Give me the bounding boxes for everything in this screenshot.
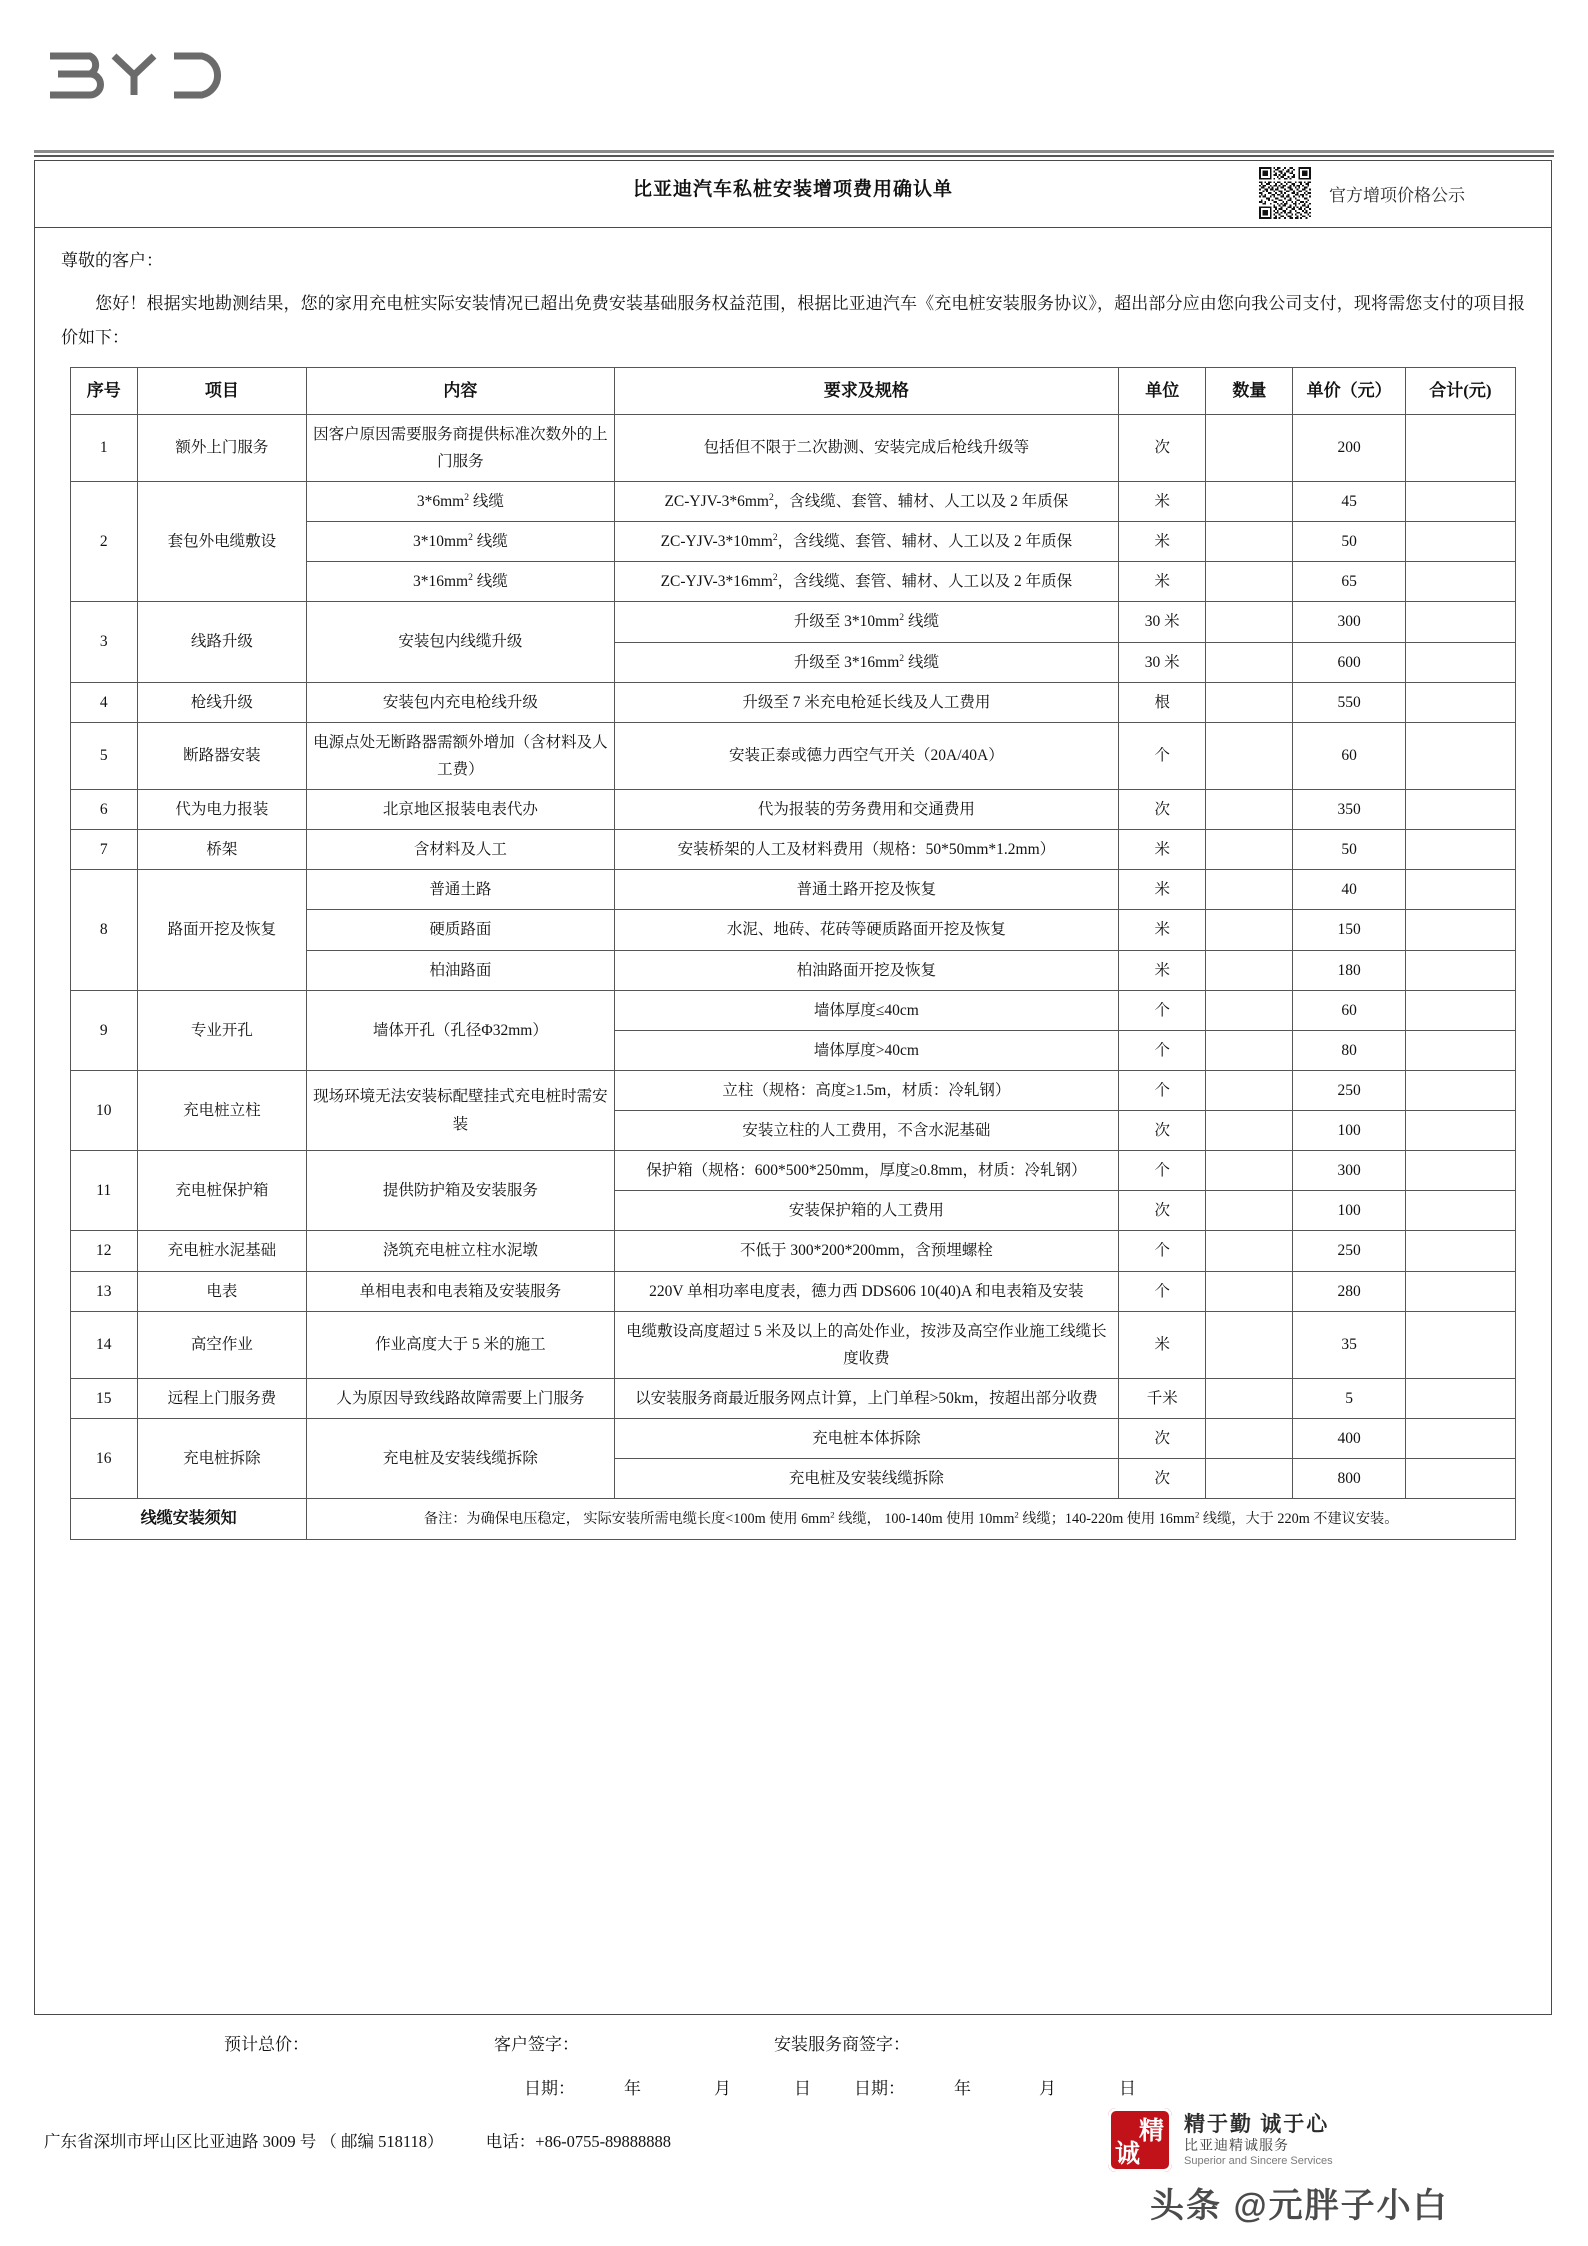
cell-spec: 220V 单相功率电度表，德力西 DDS606 10(40)A 和电表箱及安装 [614,1271,1119,1311]
cell-total[interactable] [1405,1030,1515,1070]
cell-spec: 不低于 300*200*200mm，含预埋螺栓 [614,1231,1119,1271]
cell-spec: 电缆敷设高度超过 5 米及以上的高处作业，按涉及高空作业施工线缆长度收费 [614,1311,1119,1378]
intro-paragraph-text: 您好！根据实地勘测结果，您的家用充电桩实际安装情况已超出免费安装基础服务权益范围，根据比亚迪汽车《充电桩安装服务协议》，超出部分应由您向我公司支付，现将需您支付的项目报价如下： [61,294,1525,347]
table-row [71,1151,1516,1191]
col-no: 序号 [71,368,138,415]
table-row [71,790,1516,830]
cell-item: 桥架 [137,830,307,870]
cell-price: 180 [1293,950,1405,990]
cell-qty[interactable] [1206,562,1293,602]
col-spec: 要求及规格 [614,368,1119,415]
cell-unit: 个 [1119,722,1206,789]
footer-address: 广东省深圳市坪山区比亚迪路 3009 号 （ 邮编 518118） [44,2132,444,2151]
cell-total[interactable] [1405,1419,1515,1459]
cell-spec: 包括但不限于二次勘测、安装完成后枪线升级等 [614,414,1119,481]
cell-item: 套包外电缆敷设 [137,482,307,602]
cell-total[interactable] [1405,562,1515,602]
cell-unit: 米 [1119,830,1206,870]
cell-unit: 次 [1119,1111,1206,1151]
cell-item: 线路升级 [137,602,307,682]
cell-price: 100 [1293,1111,1405,1151]
table-row [71,1271,1516,1311]
cell-qty[interactable] [1206,522,1293,562]
cell-total[interactable] [1405,1111,1515,1151]
col-unit: 单位 [1119,368,1206,415]
table-header-row [71,368,1516,415]
table-row [71,1378,1516,1418]
header-divider [34,150,1554,157]
cell-item: 高空作业 [137,1311,307,1378]
cell-item: 电表 [137,1271,307,1311]
cell-total[interactable] [1405,790,1515,830]
cell-qty[interactable] [1206,790,1293,830]
cell-price: 50 [1293,522,1405,562]
cell-total[interactable] [1405,830,1515,870]
cell-item: 专业开孔 [137,990,307,1070]
footer-phone: 电话：+86-0755-89888888 [485,2132,672,2151]
cell-qty[interactable] [1206,722,1293,789]
byd-logo-icon [44,50,234,102]
price-table [70,367,1516,1540]
cell-item: 充电桩保护箱 [137,1151,307,1231]
cell-price: 550 [1293,682,1405,722]
cell-total[interactable] [1405,414,1515,481]
cell-price: 250 [1293,1231,1405,1271]
cell-no: 11 [71,1151,138,1231]
cell-content: $3*16mm^2$ 线缆 [307,562,614,602]
cell-unit: 米 [1119,870,1206,910]
customer-date-label: 日期： [524,2079,575,2098]
cell-unit: 米 [1119,522,1206,562]
qr-label: 官方增项价格公示 [1329,185,1465,205]
cell-qty[interactable] [1206,990,1293,1030]
seal-char-jing: 精 [1138,2118,1164,2145]
cell-unit: 个 [1119,1271,1206,1311]
cell-spec: $ZC-YJV-3*16mm^2$，含线缆、套管、辅材、人工以及 2 年质保 [614,562,1119,602]
cell-spec: 安装正泰或德力西空气开关（20A/40A） [614,722,1119,789]
cell-qty[interactable] [1206,1378,1293,1418]
cell-total[interactable] [1405,950,1515,990]
cell-total[interactable] [1405,722,1515,789]
cell-no: 12 [71,1231,138,1271]
cell-price: 45 [1293,482,1405,522]
page-title: 比亚迪汽车私桩安装增项费用确认单 [632,179,953,200]
cable-notice-text: 备注：为确保电压稳定， 实际安装所需电缆长度<100m 使用 $6mm^2$ 线缆， 100-140m 使用 $10mm^2$ 线缆；140-220m 使用 $16mm^2$ 线缆，大于 220m 不建议安装。 [307,1499,1516,1540]
signature-block [34,2030,1552,2118]
cell-qty[interactable] [1206,870,1293,910]
table-row [71,1311,1516,1378]
document-header [35,161,1551,228]
cell-no: 7 [71,830,138,870]
cell-spec: 升级至 $3*10mm^2$ 线缆 [614,602,1119,642]
cell-content: 作业高度大于 5 米的施工 [307,1311,614,1378]
cell-unit: 千米 [1119,1378,1206,1418]
cell-content: 充电桩及安装线缆拆除 [307,1419,614,1499]
table-row [71,602,1516,642]
cell-content: $3*10mm^2$ 线缆 [307,522,614,562]
seal-char-cheng: 诚 [1115,2141,1141,2168]
cell-content: 安装包内线缆升级 [307,602,614,682]
cell-no: 1 [71,414,138,481]
cell-unit: 30 米 [1119,602,1206,642]
cell-item: 充电桩水泥基础 [137,1231,307,1271]
cell-qty[interactable] [1206,1271,1293,1311]
cell-spec: 水泥、地砖、花砖等硬质路面开挖及恢复 [614,910,1119,950]
cell-qty[interactable] [1206,482,1293,522]
cell-unit: 次 [1119,414,1206,481]
cell-total[interactable] [1405,1311,1515,1378]
intro-paragraph [61,287,1525,355]
cell-price: 300 [1293,602,1405,642]
cell-spec: 升级至 $3*16mm^2$ 线缆 [614,642,1119,682]
table-row [71,682,1516,722]
cell-price: 400 [1293,1419,1405,1459]
cell-total[interactable] [1405,1378,1515,1418]
cell-no: 14 [71,1311,138,1378]
col-qty: 数量 [1206,368,1293,415]
table-row [71,1070,1516,1110]
cell-price: 80 [1293,1030,1405,1070]
cell-content: 柏油路面 [307,950,614,990]
cell-spec: 立柱（规格：高度≥1.5m，材质：冷轧钢） [614,1070,1119,1110]
footer-contact [44,2128,671,2152]
cell-price: 60 [1293,722,1405,789]
cell-price: 250 [1293,1070,1405,1110]
cell-price: 600 [1293,642,1405,682]
cell-qty[interactable] [1206,1191,1293,1231]
cell-price: 5 [1293,1378,1405,1418]
cell-item: 额外上门服务 [137,414,307,481]
cell-content: 因客户原因需要服务商提供标准次数外的上门服务 [307,414,614,481]
cell-price: 280 [1293,1271,1405,1311]
cell-unit: 次 [1119,790,1206,830]
service-slogan [1184,2111,1333,2169]
cell-spec: 以安装服务商最近服务网点计算，上门单程>50km，按超出部分收费 [614,1378,1119,1418]
cell-price: 50 [1293,830,1405,870]
cable-notice-label: 线缆安装须知 [71,1499,307,1540]
table-body [71,414,1516,1540]
cell-item: 路面开挖及恢复 [137,870,307,990]
cell-no: 10 [71,1070,138,1150]
cell-no: 6 [71,790,138,830]
cell-total[interactable] [1405,522,1515,562]
table-row [71,830,1516,870]
cell-qty[interactable] [1206,642,1293,682]
cell-price: 35 [1293,1311,1405,1378]
cell-unit: 个 [1119,990,1206,1030]
cable-notice-row [71,1499,1516,1540]
installer-date-label: 日期： [854,2079,905,2098]
cell-price: 150 [1293,910,1405,950]
cell-total[interactable] [1405,482,1515,522]
slogan-line-3: Superior and Sincere Services [1184,2155,1333,2167]
cell-content: 电源点处无断路器需额外增加（含材料及人工费） [307,722,614,789]
cell-content: 墙体开孔（孔径Φ32mm） [307,990,614,1070]
cell-unit: 米 [1119,950,1206,990]
cell-unit: 次 [1119,1191,1206,1231]
installer-sign-label: 安装服务商签字： [774,2035,910,2054]
document-frame [34,160,1552,2015]
cell-content: 普通土路 [307,870,614,910]
cell-price: 100 [1293,1191,1405,1231]
slogan-line-2: 比亚迪精诚服务 [1184,2138,1289,2154]
cell-price: 65 [1293,562,1405,602]
cell-content: 含材料及人工 [307,830,614,870]
cell-qty[interactable] [1206,830,1293,870]
cell-item: 枪线升级 [137,682,307,722]
cell-total[interactable] [1405,602,1515,642]
cell-content: 北京地区报装电表代办 [307,790,614,830]
cell-content: $3*6mm^2$ 线缆 [307,482,614,522]
cell-spec: 充电桩及安装线缆拆除 [614,1459,1119,1499]
installer-date-year: 年 [954,2079,971,2098]
cell-qty[interactable] [1206,1419,1293,1459]
cell-total[interactable] [1405,1459,1515,1499]
cell-item: 断路器安装 [137,722,307,789]
cell-spec: $ZC-YJV-3*10mm^2$，含线缆、套管、辅材、人工以及 2 年质保 [614,522,1119,562]
table-row [71,1419,1516,1459]
cell-content: 单相电表和电表箱及安装服务 [307,1271,614,1311]
cell-qty[interactable] [1206,1151,1293,1191]
table-row [71,482,1516,522]
cell-item: 代为电力报装 [137,790,307,830]
slogan-line-1: 精于勤 诚于心 [1184,2112,1330,2137]
cell-qty[interactable] [1206,1459,1293,1499]
cell-content: 提供防护箱及安装服务 [307,1151,614,1231]
cell-qty[interactable] [1206,950,1293,990]
table-row [71,722,1516,789]
cell-content: 浇筑充电桩立柱水泥墩 [307,1231,614,1271]
cell-no: 9 [71,990,138,1070]
cell-content: 硬质路面 [307,910,614,950]
cell-no: 16 [71,1419,138,1499]
customer-date-month: 月 [714,2079,731,2098]
cell-qty[interactable] [1206,1070,1293,1110]
cell-no: 15 [71,1378,138,1418]
estimated-total-label: 预计总价： [224,2035,309,2054]
cell-content: 人为原因导致线路故障需要上门服务 [307,1378,614,1418]
cell-unit: 个 [1119,1030,1206,1070]
col-total: 合计(元) [1405,368,1515,415]
cell-unit: 个 [1119,1070,1206,1110]
cell-total[interactable] [1405,642,1515,682]
cell-unit: 次 [1119,1459,1206,1499]
cell-spec: 保护箱（规格：600*500*250mm，厚度≥0.8mm，材质：冷轧钢） [614,1151,1119,1191]
intro-block [35,228,1551,361]
customer-date-day: 日 [794,2079,811,2098]
table-row [71,990,1516,1030]
cell-no: 13 [71,1271,138,1311]
cell-no: 5 [71,722,138,789]
salutation: 尊敬的客户： [61,251,163,270]
cell-unit: 个 [1119,1151,1206,1191]
qr-block [1259,167,1465,219]
cell-qty[interactable] [1206,1231,1293,1271]
cell-price: 350 [1293,790,1405,830]
cell-no: 3 [71,602,138,682]
cell-content: 安装包内充电枪线升级 [307,682,614,722]
cell-spec: 柏油路面开挖及恢复 [614,950,1119,990]
cell-price: 300 [1293,1151,1405,1191]
cell-no: 4 [71,682,138,722]
cell-total[interactable] [1405,870,1515,910]
cell-item: 充电桩拆除 [137,1419,307,1499]
cell-no: 8 [71,870,138,990]
cell-spec: 安装保护箱的人工费用 [614,1191,1119,1231]
cell-total[interactable] [1405,1271,1515,1311]
cell-unit: 个 [1119,1231,1206,1271]
seal-icon [1108,2108,1172,2172]
cell-unit: 次 [1119,1419,1206,1459]
customer-date-year: 年 [624,2079,641,2098]
cell-qty[interactable] [1206,1111,1293,1151]
byd-logo [44,50,234,102]
cell-item: 充电桩立柱 [137,1070,307,1150]
cell-qty[interactable] [1206,414,1293,481]
installer-date-month: 月 [1039,2079,1056,2098]
col-price: 单价（元） [1293,368,1405,415]
installer-date-day: 日 [1119,2079,1136,2098]
table-row [71,414,1516,481]
col-item: 项目 [137,368,307,415]
cell-price: 200 [1293,414,1405,481]
cell-spec: 代为报装的劳务费用和交通费用 [614,790,1119,830]
cell-content: 现场环境无法安装标配壁挂式充电桩时需安装 [307,1070,614,1150]
cell-unit: 米 [1119,562,1206,602]
cell-total[interactable] [1405,1191,1515,1231]
cell-qty[interactable] [1206,910,1293,950]
cell-spec: 普通土路开挖及恢复 [614,870,1119,910]
cell-spec: 充电桩本体拆除 [614,1419,1119,1459]
cell-spec: 安装桥架的人工及材料费用（规格：50*50mm*1.2mm） [614,830,1119,870]
cell-total[interactable] [1405,1070,1515,1110]
cell-spec: 墙体厚度>40cm [614,1030,1119,1070]
cell-item: 远程上门服务费 [137,1378,307,1418]
cell-total[interactable] [1405,682,1515,722]
watermark: 头条 @元胖子小白 [1150,2187,1449,2225]
cell-spec: 升级至 7 米充电枪延长线及人工费用 [614,682,1119,722]
cell-price: 40 [1293,870,1405,910]
cell-spec: 安装立柱的人工费用，不含水泥基础 [614,1111,1119,1151]
qr-code-icon[interactable] [1259,167,1311,219]
cell-unit: 米 [1119,1311,1206,1378]
cell-spec: $ZC-YJV-3*6mm^2$，含线缆、套管、辅材、人工以及 2 年质保 [614,482,1119,522]
cell-spec: 墙体厚度≤40cm [614,990,1119,1030]
service-seal-block [1108,2108,1333,2172]
cell-total[interactable] [1405,1231,1515,1271]
cell-price: 800 [1293,1459,1405,1499]
cell-qty[interactable] [1206,602,1293,642]
cell-qty[interactable] [1206,1311,1293,1378]
customer-sign-label: 客户签字： [494,2035,579,2054]
cell-qty[interactable] [1206,682,1293,722]
col-content: 内容 [307,368,614,415]
cell-no: 2 [71,482,138,602]
cell-unit: 米 [1119,482,1206,522]
cell-total[interactable] [1405,910,1515,950]
cell-unit: 米 [1119,910,1206,950]
cell-qty[interactable] [1206,1030,1293,1070]
cell-total[interactable] [1405,990,1515,1030]
cell-unit: 根 [1119,682,1206,722]
cell-total[interactable] [1405,1151,1515,1191]
cell-unit: 30 米 [1119,642,1206,682]
cell-price: 60 [1293,990,1405,1030]
table-row [71,1231,1516,1271]
table-row [71,870,1516,910]
